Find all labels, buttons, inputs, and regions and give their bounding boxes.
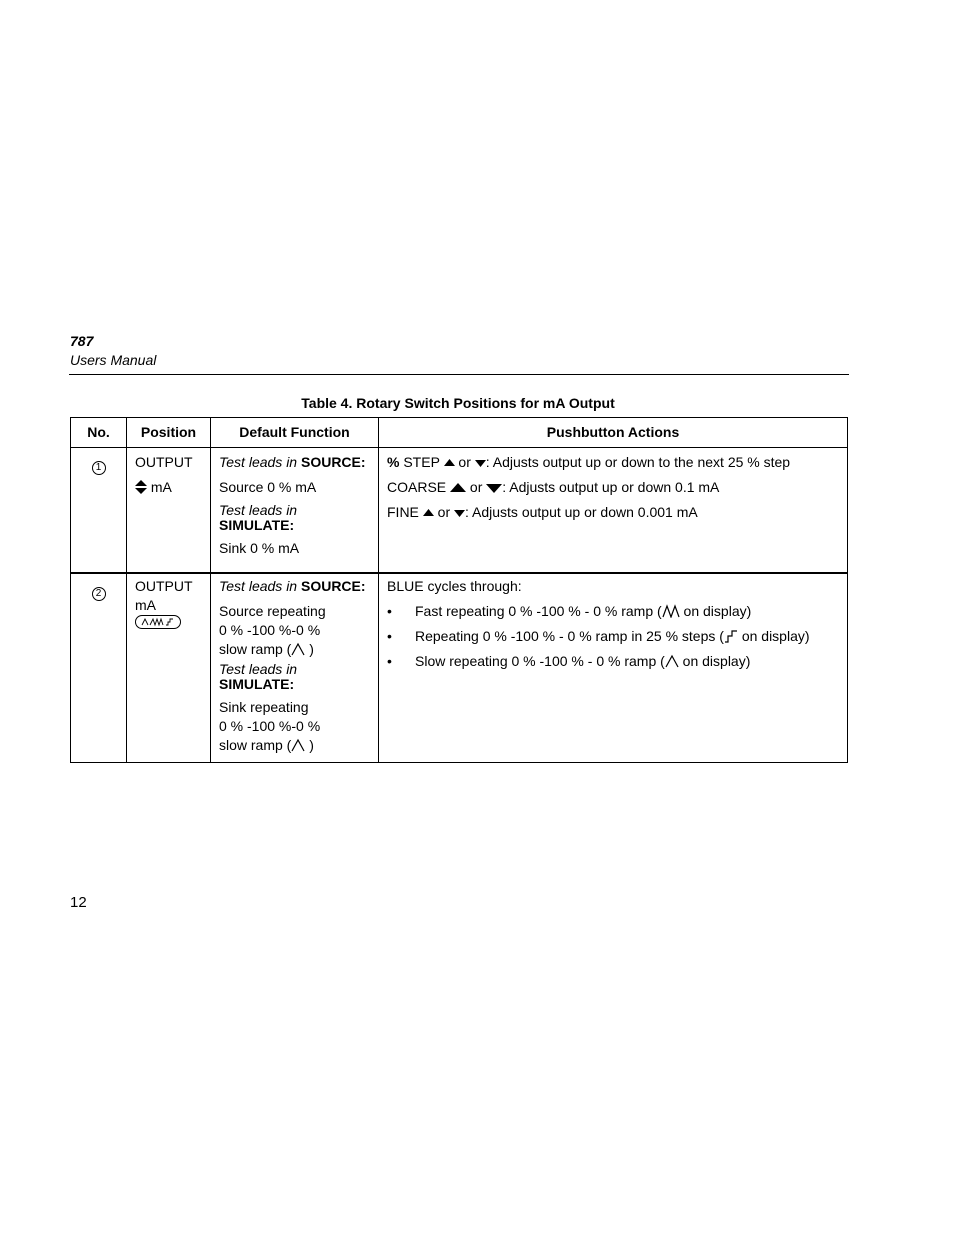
step-ramp-icon: [724, 629, 738, 643]
up-arrow-small-icon: [444, 459, 455, 467]
source-repeating-line1: Source repeating: [219, 603, 326, 619]
column-header-pushbutton-actions: Pushbutton Actions: [379, 418, 848, 448]
table-row: [71, 448, 848, 574]
default-function-cell: [211, 573, 379, 763]
column-header-default-function: Default Function: [211, 418, 379, 448]
down-arrow-small-icon: [454, 509, 465, 517]
fine-action-line: FINE or : Adjusts output up or down 0.001 mA: [387, 504, 698, 520]
slow-ramp-icon: [291, 738, 305, 752]
simulate-word: SIMULATE:: [219, 676, 295, 692]
circled-number-2: 2: [92, 587, 106, 601]
sink-repeating-line3: slow ramp ( ): [219, 737, 314, 753]
table-header-row: [71, 418, 848, 448]
position-unit-label: mA: [150, 479, 172, 495]
source-repeating-line2: 0 % -100 %-0 %: [219, 622, 321, 638]
step-action-line: % STEP or : Adjusts output up or down to the next 25 % step: [387, 454, 791, 470]
page-number: 12: [70, 894, 87, 911]
table-caption: Table 4. Rotary Switch Positions for mA Output: [301, 395, 615, 411]
row-number-cell: [71, 448, 127, 574]
table-row: [71, 573, 848, 763]
sink-repeating-line1: Sink repeating: [219, 699, 309, 715]
column-header-no: No.: [71, 418, 127, 448]
sink-repeating-line2: 0 % -100 %-0 %: [219, 718, 321, 734]
position-output-label: OUTPUT: [135, 454, 193, 470]
row-number-cell: [71, 573, 127, 763]
default-function-cell: [211, 448, 379, 574]
simulate-word: SIMULATE:: [219, 517, 295, 533]
circled-number-1: 1: [92, 461, 106, 475]
source-word: SOURCE:: [300, 578, 366, 594]
simulate-prefix: Test leads in: [219, 661, 298, 677]
header-divider: [69, 374, 849, 375]
ramp-button-icon: [135, 615, 181, 629]
column-header-position: Position: [127, 418, 211, 448]
up-arrow-large-icon: [450, 483, 466, 493]
coarse-action-line: COARSE or : Adjusts output up or down 0.1 mA: [387, 479, 720, 495]
list-item: • Repeating 0 % -100 % - 0 % ramp in 25 % steps ( on display): [387, 627, 839, 646]
source-repeating-line3: slow ramp ( ): [219, 641, 314, 657]
slow-ramp-icon: [291, 642, 305, 656]
fast-ramp-icon: [662, 604, 680, 618]
slow-ramp-icon: [665, 654, 679, 668]
manual-model-number: 787: [70, 333, 94, 349]
list-item: • Slow repeating 0 % -100 % - 0 % ramp ( on display): [387, 652, 839, 671]
up-arrow-small-icon: [423, 509, 434, 517]
position-unit-label: mA: [135, 597, 156, 613]
list-item: • Fast repeating 0 % -100 % - 0 % ramp ( on display): [387, 602, 839, 621]
position-cell: [127, 448, 211, 574]
rotary-switch-table: [70, 417, 848, 763]
up-down-arrows-icon: [135, 480, 147, 494]
pushbutton-actions-cell: [379, 448, 848, 574]
source-prefix: Test leads in: [219, 454, 301, 470]
source-default-value: Source 0 % mA: [219, 479, 317, 495]
simulate-default-value: Sink 0 % mA: [219, 540, 300, 556]
source-word: SOURCE:: [300, 454, 366, 470]
position-output-label: OUTPUT: [135, 578, 193, 594]
source-prefix: Test leads in: [219, 578, 301, 594]
down-arrow-large-icon: [486, 483, 502, 493]
ramp-mode-list: [387, 602, 839, 671]
simulate-prefix: Test leads in: [219, 502, 298, 518]
down-arrow-small-icon: [475, 459, 486, 467]
manual-title: Users Manual: [70, 352, 157, 368]
pushbutton-actions-cell: [379, 573, 848, 763]
position-cell: [127, 573, 211, 763]
blue-cycles-intro: BLUE cycles through:: [387, 578, 522, 594]
